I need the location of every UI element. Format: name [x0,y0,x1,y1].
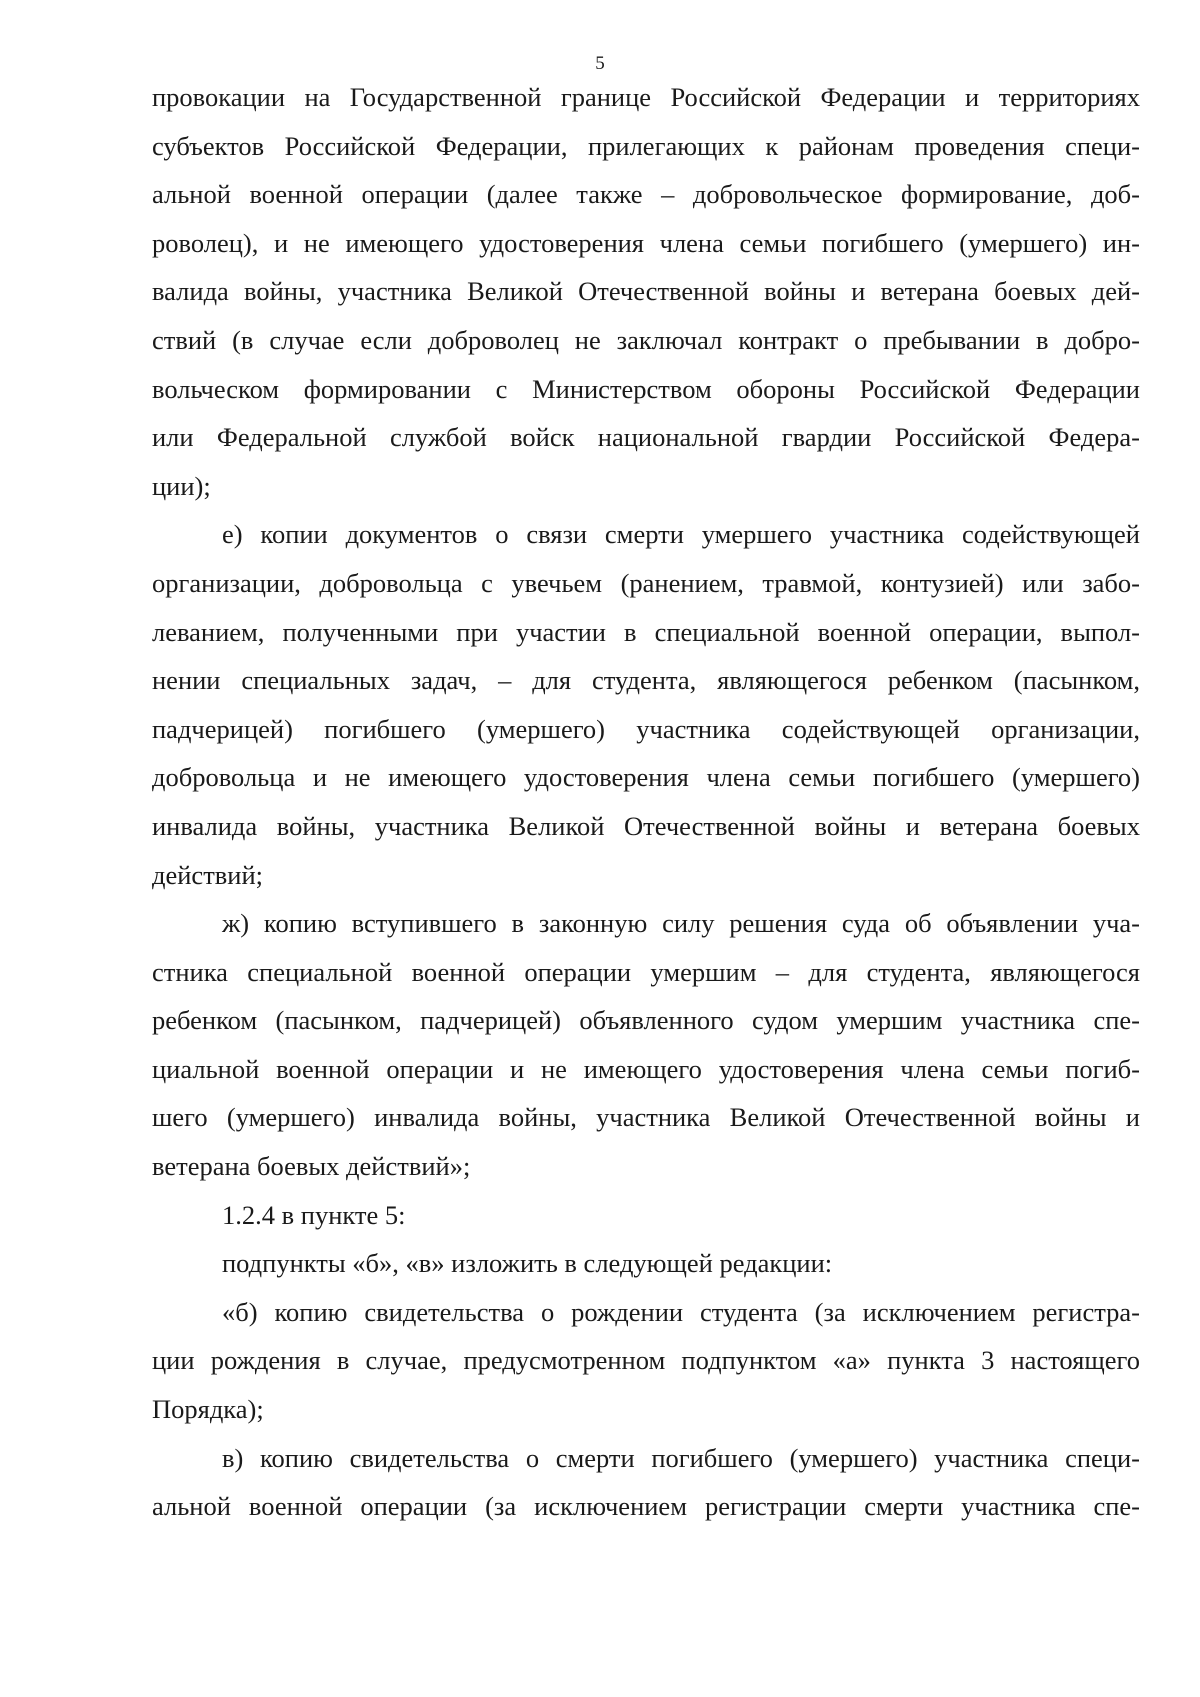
text-line: инвалида войны, участника Великой Отечественной войны и ветерана боевых [152,810,1140,841]
text-line: в) копию свидетельства о смерти погибшего (умершего) участника специ- [222,1442,1140,1473]
text-line: леванием, полученными при участии в специальной военной операции, выпол- [152,616,1140,647]
text-line: ветерана боевых действий»; [152,1151,471,1182]
text-line: альной военной операции (за исключением регистрации смерти участника спе- [152,1491,1140,1522]
text-line: «б) копию свидетельства о рождении студента (за исключением регистра- [222,1296,1140,1327]
text-line: стника специальной военной операции умершим – для студента, являющегося [152,956,1140,987]
paragraph-subclauses-intro [152,1239,1140,1288]
text-line: роволец), и не имеющего удостоверения члена семьи погибшего (умершего) ин- [152,227,1140,258]
text-line: 1.2.4 в пункте 5: [222,1199,406,1230]
paragraph-item-zh [152,899,1140,1191]
text-line: ребенком (пасынком, падчерицей) объявленного судом умершим участника спе- [152,1005,1140,1036]
text-line: ции); [152,470,211,501]
document-body [152,73,1140,1531]
text-line: циальной военной операции и не имеющего удостоверения члена семьи погиб- [152,1053,1140,1084]
text-line: ции рождения в случае, предусмотренном подпунктом «а» пункта 3 настоящего [152,1345,1140,1376]
paragraph-clause-1-2-4 [152,1191,1140,1240]
text-line: е) копии документов о связи смерти умершего участника содействующей [222,519,1140,550]
text-line: шего (умершего) инвалида войны, участника Великой Отечественной войны и [152,1102,1140,1133]
text-line: Порядка); [152,1394,264,1425]
text-line: добровольца и не имеющего удостоверения члена семьи погибшего (умершего) [152,762,1140,793]
page-number: 5 [595,53,605,74]
text-line: провокации на Государственной границе Российской Федерации и территориях [152,82,1140,112]
text-line: организации, добровольца с увечьем (ранением, травмой, контузией) или забо- [152,567,1140,598]
paragraph-item-b [152,1288,1140,1434]
text-line: валида войны, участника Великой Отечественной войны и ветерана боевых дей- [152,276,1140,307]
text-line: субъектов Российской Федерации, прилегающих к районам проведения специ- [152,130,1140,161]
text-line: падчерицей) погибшего (умершего) участника содействующей организации, [152,713,1140,744]
paragraph-item-v [152,1434,1140,1531]
text-line: подпункты «б», «в» изложить в следующей редакции: [222,1248,833,1279]
text-line: нении специальных задач, – для студента, являющегося ребенком (пасынком, [152,665,1140,696]
text-line: или Федеральной службой войск национальной гвардии Российской Федера- [152,422,1140,453]
text-line: вольческом формировании с Министерством обороны Российской Федерации [152,373,1140,404]
text-line: действий; [152,859,264,890]
text-line: ствий (в случае если доброволец не заключал контракт о пребывании в добро- [152,324,1140,355]
text-line: ж) копию вступившего в законную силу решения суда об объявлении уча- [222,908,1140,939]
paragraph-item-e [152,510,1140,899]
text-line: альной военной операции (далее также – добровольческое формирование, доб- [152,179,1140,210]
paragraph-continuation [152,73,1140,510]
